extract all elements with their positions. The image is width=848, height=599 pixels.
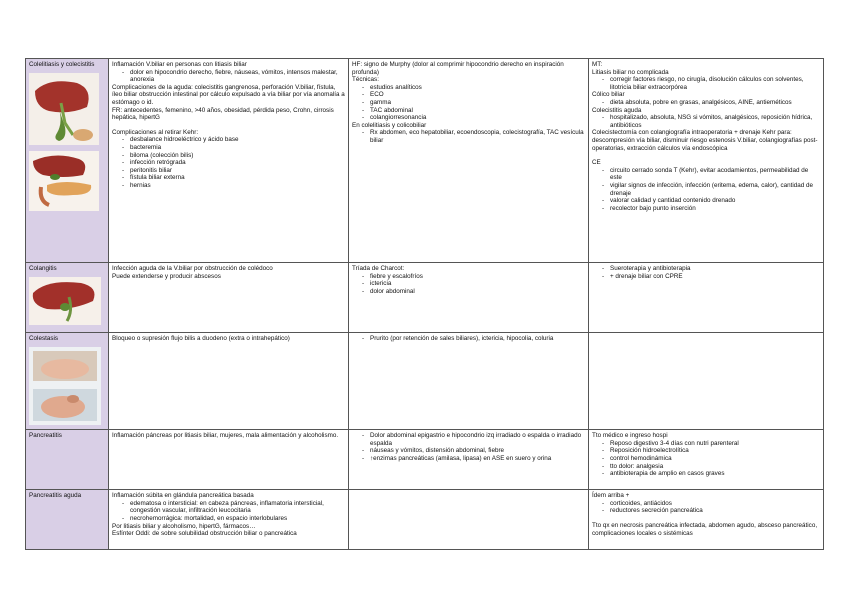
- description-cell: [109, 430, 349, 490]
- text-line: En colelitiasis y colicobiliar: [352, 121, 427, 129]
- treatment-cell: [589, 333, 824, 430]
- list-item: - ictericia: [370, 280, 585, 288]
- treatment-cell: [589, 263, 824, 333]
- treatment-cell: [589, 430, 824, 490]
- text-line: CE: [592, 159, 601, 167]
- text-line: Infección aguda de la V.biliar por obstrucción de colédoco: [112, 265, 273, 272]
- list-item: - ECO: [370, 91, 585, 99]
- list-item: - Dolor abdominal epigastrio e hipocondrio izq irradiado o espalda o irradiado espalda: [370, 432, 585, 447]
- list-item: - estudios analíticos: [370, 84, 585, 92]
- list-item: - reductores secreción pancreática: [610, 507, 820, 515]
- list-item: - corregir factores riesgo, no cirugía, disolución cálculos con solventes, litotricia biliar extracorpórea: [610, 76, 820, 91]
- text-line: Litiasis biliar no complicada: [592, 68, 669, 76]
- description-cell: [109, 59, 349, 263]
- text-line: Complicaciones al retirar Kehr:: [112, 128, 199, 136]
- row-name: Pancreatitis: [29, 432, 62, 440]
- diagnosis-cell: [349, 59, 589, 263]
- list-item: - peritonitis biliar: [130, 167, 345, 175]
- list-item: - infección retrógrada: [130, 159, 345, 167]
- list-item: - Prurito (por retención de sales biliares), ictericia, hipocolia, coluria: [370, 335, 585, 343]
- text-line: Ídem arriba +: [592, 492, 630, 500]
- text-line: Colecistitis aguda: [592, 106, 642, 114]
- list-item: - colangiorresonancia: [370, 114, 585, 122]
- text-line: Inflamación páncreas por litiasis biliar, mujeres, mala alimentación y alcoholismo.: [112, 432, 339, 440]
- list-item: - edematosa o intersticial: en cabeza páncreas, inflamatoria intersticial, congestión vascular, infiltración leucocitaria: [130, 500, 345, 515]
- text-line: Por litiasis biliar y alcoholismo, hipertG, fármacos…: [112, 522, 256, 530]
- row-name: Colestasis: [29, 335, 59, 342]
- list-item: - Reposición hidroelectrolítica: [610, 447, 820, 455]
- text-line: Complicaciones de la aguda: colecistitis gangrenosa, perforación V.biliar, fístula, íleo biliar obstrucción intestinal por cálculo expulsado a vía biliar por vía anomalía a estómago o id.: [112, 83, 345, 106]
- row-name: Pancreatitis aguda: [29, 492, 82, 500]
- list-item: - fístula biliar externa: [130, 174, 345, 182]
- treatment-cell: [589, 490, 824, 550]
- list-item: - antibioterapia de amplio en casos graves: [610, 470, 820, 478]
- list-item: - fiebre y escalofríos: [370, 273, 585, 281]
- list-item: - circuito cerrado sonda T (Kehr), evitar acodamientos, permeabilidad de este: [610, 167, 820, 182]
- list-item: - dolor en hipocondrio derecho, fiebre, náuseas, vómitos, intensos malestar, anorexia: [130, 69, 345, 84]
- list-item: - náuseas y vómitos, distensión abdominal, fiebre: [370, 447, 585, 455]
- row-name-cell: [26, 263, 109, 333]
- list-item: - + drenaje biliar con CPRE: [610, 273, 820, 281]
- table-row: [26, 430, 824, 490]
- list-item: - hospitalizado, absoluta, NSG si vómitos, analgésicos, reposición hídrica, antibióticos: [610, 114, 820, 129]
- diagnosis-cell: [349, 263, 589, 333]
- table-row: [26, 490, 824, 550]
- summary-table: [25, 58, 824, 550]
- row-name-cell: [26, 333, 109, 430]
- list-item: - dieta absoluta, pobre en grasas, analgésicos, AINE, antieméticos: [610, 99, 820, 107]
- text-line: FR: antecedentes, femenino, >40 años, obesidad, pérdida peso, Crohn, cirrosis hepática, hipertG: [112, 106, 334, 122]
- list-item: - bacteremia: [130, 144, 345, 152]
- table-row: [26, 263, 824, 333]
- list-item: - Sueroterapia y antibioterapia: [610, 265, 820, 273]
- treatment-cell: [589, 59, 824, 263]
- list-item: - recolector bajo punto inserción: [610, 205, 820, 213]
- list-item: - necrohemorrágica: mortalidad, en espacio interlobulares: [130, 515, 345, 523]
- text-line: Puede extenderse y producir abscesos: [112, 272, 221, 280]
- diagnosis-cell: [349, 333, 589, 430]
- list-item: - hernias: [130, 182, 345, 190]
- description-cell: [109, 333, 349, 430]
- list-item: - Rx abdomen, eco hepatobiliar, ecoendoscopia, colecistografía, TAC vesícula biliar: [370, 129, 585, 144]
- gallbladder-illustration: [29, 73, 99, 145]
- text-line: MT:: [592, 61, 603, 68]
- liver-illustration: [29, 277, 101, 325]
- text-line: Inflamación súbita en glándula pancreática basada: [112, 492, 254, 500]
- text-line: Cólico biliar: [592, 91, 625, 99]
- pancreas-illustration: [29, 151, 99, 211]
- text-line: HF: signo de Murphy (dolor al comprimir hipocondrio derecho en inspiración profunda): [352, 61, 564, 76]
- table-row: [26, 59, 824, 263]
- list-item: - biloma (colección bilis): [130, 152, 345, 160]
- list-item: - TAC abdominal: [370, 107, 585, 115]
- list-item: - corticoides, antiácidos: [610, 500, 820, 508]
- list-item: - Reposo digestivo 3-4 días con nutri parenteral: [610, 440, 820, 448]
- description-cell: [109, 490, 349, 550]
- list-item: - vigilar signos de infección, infección (eritema, edema, calor), cantidad de drenaje: [610, 182, 820, 197]
- text-line: Bloqueo o supresión flujo bilis a duodeno (extra o intrahepático): [112, 335, 290, 342]
- description-cell: [109, 263, 349, 333]
- text-line: Colecistectomía con colangiografía intraoperatoria + drenaje Kehr para: descompresión vía biliar, disminuir riesgo estenosis V.biliar, colangiografías post-operatorias, extracción cálculos vía endoscópica: [592, 129, 818, 152]
- row-name: Colelitiasis y colecistitis: [29, 61, 95, 68]
- text-line: Esfínter Oddi: de sobre solubilidad obstrucción biliar o pancreática: [112, 530, 297, 538]
- table-row: [26, 333, 824, 430]
- list-item: - tto dolor: analgesia: [610, 463, 820, 471]
- list-item: - ↑enzimas pancreáticas (amilasa, lipasa) en ASE en suero y orina: [370, 455, 585, 463]
- list-item: - dolor abdominal: [370, 288, 585, 296]
- list-item: - valorar calidad y cantidad contenido drenado: [610, 197, 820, 205]
- patient-photo: [29, 347, 101, 425]
- text-line: Tto qx en necrosis pancreática infectada, abdomen agudo, absceso pancreático, complicaciones locales o sistémicas: [592, 521, 818, 537]
- row-name-cell: [26, 430, 109, 490]
- row-name: Colangitis: [29, 265, 57, 272]
- text-line: Tríada de Charcot:: [352, 265, 405, 272]
- text-line: Tto médico e ingreso hospi: [592, 432, 668, 440]
- diagnosis-cell: [349, 430, 589, 490]
- list-item: - control hemodinámica: [610, 455, 820, 463]
- list-item: - gamma: [370, 99, 585, 107]
- text-line: Técnicas:: [352, 76, 379, 84]
- text-line: Inflamación V.biliar en personas con litiasis biliar: [112, 61, 247, 68]
- diagnosis-cell: [349, 490, 589, 550]
- row-name-cell: [26, 490, 109, 550]
- row-name-cell: [26, 59, 109, 263]
- list-item: - desbalance hidroeléctrico y ácido base: [130, 136, 345, 144]
